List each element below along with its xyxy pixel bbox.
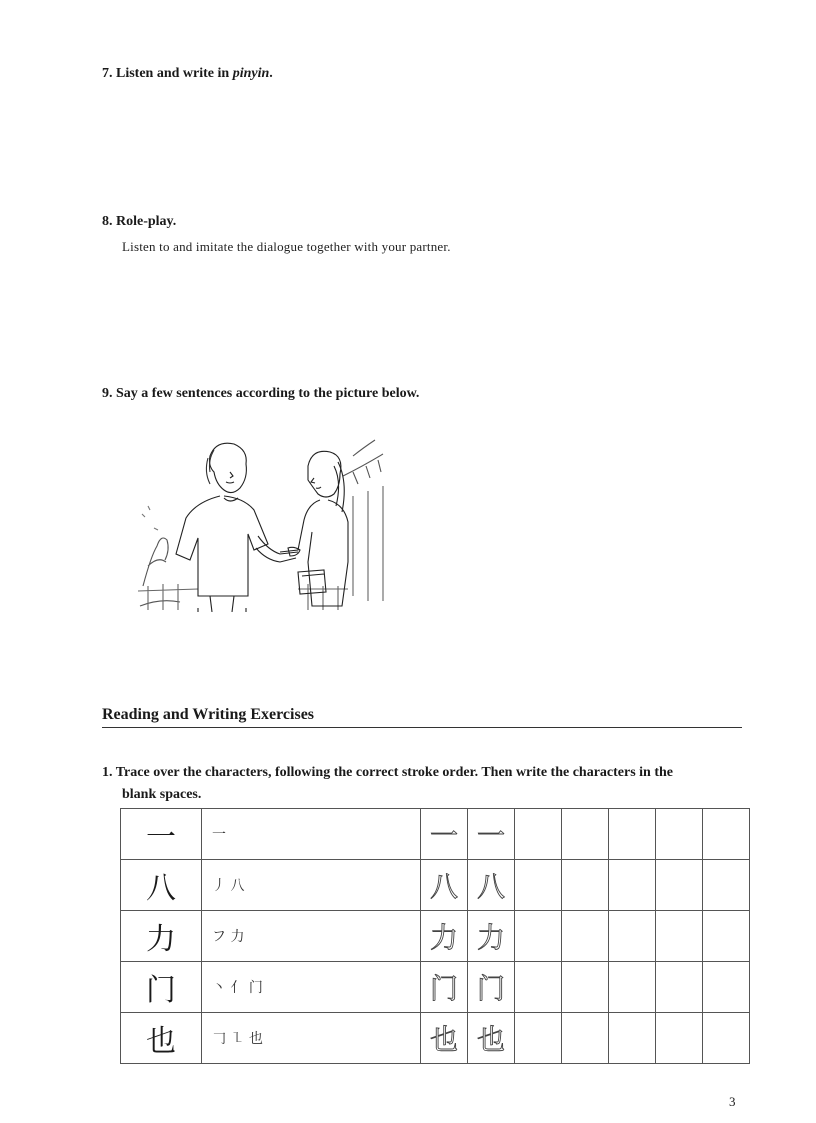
blank-cell[interactable] bbox=[609, 1013, 656, 1064]
blank-cell[interactable] bbox=[562, 911, 609, 962]
character-practice-grid bbox=[120, 808, 750, 1064]
blank-cell[interactable] bbox=[609, 809, 656, 860]
blank-cell[interactable] bbox=[515, 962, 562, 1013]
exercise-7-heading: 7. Listen and write in pinyin. bbox=[102, 66, 273, 81]
section-title: Reading and Writing Exercises bbox=[102, 706, 742, 728]
exercise-7-number: 7. bbox=[102, 66, 113, 81]
trace-character[interactable]: 一 bbox=[468, 809, 515, 860]
stroke-order: 丶 亻 门 bbox=[202, 962, 421, 1013]
blank-cell[interactable] bbox=[703, 1013, 750, 1064]
exercise-7-text: Listen and write in bbox=[116, 66, 230, 81]
rw-exercise-1-number: 1. bbox=[102, 765, 113, 780]
blank-cell[interactable] bbox=[609, 962, 656, 1013]
trace-character[interactable]: 八 bbox=[421, 860, 468, 911]
blank-cell[interactable] bbox=[656, 809, 703, 860]
model-character: 八 bbox=[121, 860, 202, 911]
blank-cell[interactable] bbox=[703, 809, 750, 860]
trace-character[interactable]: 也 bbox=[421, 1013, 468, 1064]
blank-cell[interactable] bbox=[515, 860, 562, 911]
blank-cell[interactable] bbox=[562, 860, 609, 911]
exercise-7-pinyin: pinyin bbox=[232, 66, 270, 81]
blank-cell[interactable] bbox=[703, 962, 750, 1013]
model-character: 力 bbox=[121, 911, 202, 962]
stroke-order: 𠃌 ㇅ 也 bbox=[202, 1013, 421, 1064]
grid-row bbox=[121, 911, 750, 962]
trace-character[interactable]: 八 bbox=[468, 860, 515, 911]
exercise-8-number: 8. bbox=[102, 214, 113, 229]
trace-character[interactable]: 力 bbox=[421, 911, 468, 962]
trace-character[interactable]: 门 bbox=[421, 962, 468, 1013]
trace-character[interactable]: 也 bbox=[468, 1013, 515, 1064]
rw-exercise-1-heading bbox=[102, 762, 762, 806]
stroke-order: フ 力 bbox=[202, 911, 421, 962]
blank-cell[interactable] bbox=[515, 911, 562, 962]
blank-cell[interactable] bbox=[609, 911, 656, 962]
stroke-order: 丿 八 bbox=[202, 860, 421, 911]
exercise-8-heading bbox=[102, 214, 176, 230]
blank-cell[interactable] bbox=[562, 809, 609, 860]
exercise-8-text: Role-play. bbox=[116, 214, 177, 229]
blank-cell[interactable] bbox=[656, 911, 703, 962]
trace-character[interactable]: 力 bbox=[468, 911, 515, 962]
blank-cell[interactable] bbox=[562, 1013, 609, 1064]
model-character: 门 bbox=[121, 962, 202, 1013]
grid-row bbox=[121, 962, 750, 1013]
blank-cell[interactable] bbox=[656, 860, 703, 911]
exercise-8-instruction: Listen to and imitate the dialogue together with your partner. bbox=[122, 239, 451, 254]
trace-character[interactable]: 门 bbox=[468, 962, 515, 1013]
blank-cell[interactable] bbox=[656, 962, 703, 1013]
blank-cell[interactable] bbox=[515, 809, 562, 860]
trace-character[interactable]: 一 bbox=[421, 809, 468, 860]
handshake-illustration bbox=[138, 436, 388, 612]
blank-cell[interactable] bbox=[656, 1013, 703, 1064]
blank-cell[interactable] bbox=[562, 962, 609, 1013]
stroke-order: 一 bbox=[202, 809, 421, 860]
model-character: 也 bbox=[121, 1013, 202, 1064]
rw-exercise-1-line1: Trace over the characters, following the correct stroke order. Then write the characters in the bbox=[115, 765, 674, 780]
grid-row bbox=[121, 860, 750, 911]
page-number: 3 bbox=[729, 1094, 736, 1109]
grid-row bbox=[121, 809, 750, 860]
grid-row bbox=[121, 1013, 750, 1064]
exercise-9-text: Say a few sentences according to the picture below. bbox=[116, 386, 420, 401]
blank-cell[interactable] bbox=[515, 1013, 562, 1064]
model-character: 一 bbox=[121, 809, 202, 860]
exercise-9-heading bbox=[102, 386, 419, 402]
rw-exercise-1-line2: blank spaces. bbox=[122, 787, 202, 802]
blank-cell[interactable] bbox=[609, 860, 656, 911]
blank-cell[interactable] bbox=[703, 860, 750, 911]
blank-cell[interactable] bbox=[703, 911, 750, 962]
exercise-9-number: 9. bbox=[102, 386, 113, 401]
